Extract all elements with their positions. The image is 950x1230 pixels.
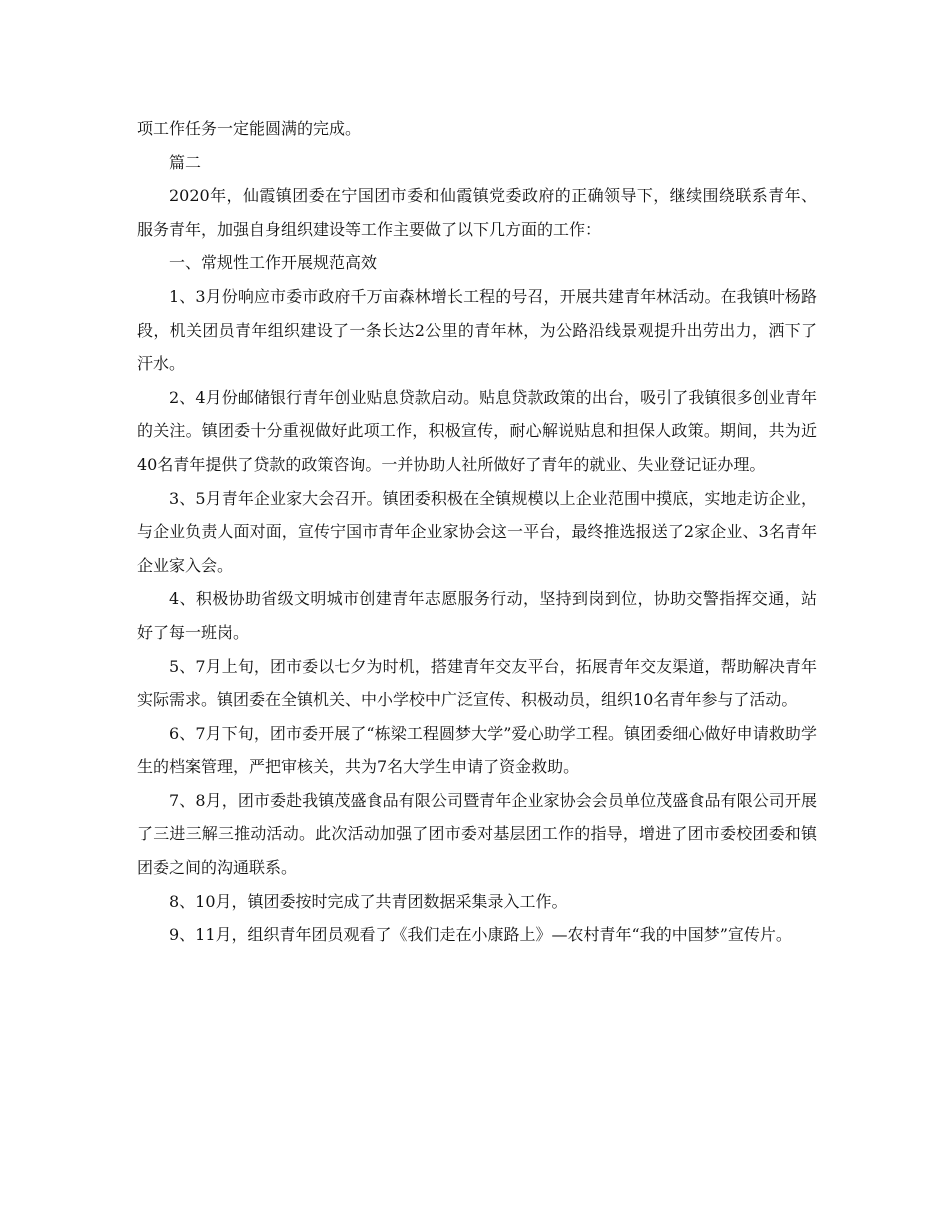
paragraph-item-9: 9、11月，组织青年团员观看了《我们走在小康路上》—农村青年“我的中国梦”宣传片。	[169, 925, 792, 945]
paragraph-item-6: 6、7月下旬，团市委开展了“栋梁工程圆梦大学”爱心助学工程。镇团委细心做好申请救助学生的档案管理，严把审核关，共为7名大学生申请了资金救助。	[137, 723, 817, 777]
paragraph-intro: 2020年，仙霞镇团委在宁国团市委和仙霞镇党委政府的正确领导下，继续围绕联系青年、服务青年，加强自身组织建设等工作主要做了以下几方面的工作：	[137, 186, 817, 239]
paragraph-item-2: 2、4月份邮储银行青年创业贴息贷款启动。贴息贷款政策的出台，吸引了我镇很多创业青年的关注。镇团委十分重视做好此项工作，积极宣传，耐心解说贴息和担保人政策。期间，共为近40名青年提供了贷款的政策咨询。一并协助人社所做好了青年的就业、失业登记证办理。	[137, 387, 817, 474]
paragraph-item-3: 3、5月青年企业家大会召开。镇团委积极在全镇规模以上企业范围中摸底，实地走访企业，与企业负责人面对面，宣传宁国市青年企业家协会这一平台，最终推选报送了2家企业、3名青年企业家入会。	[137, 488, 817, 575]
document-body	[137, 112, 817, 952]
paragraph-item-7: 7、8月，团市委赴我镇茂盛食品有限公司暨青年企业家协会会员单位茂盛食品有限公司开展了三进三解三推动活动。此次活动加强了团市委对基层团工作的指导，增进了团市委校团委和镇团委之间的沟通联系。	[137, 790, 817, 878]
paragraph-continuation: 项工作任务一定能圆满的完成。	[137, 119, 362, 138]
paragraph-item-5: 5、7月上旬，团市委以七夕为时机，搭建青年交友平台，拓展青年交友渠道，帮助解决青年实际需求。镇团委在全镇机关、中小学校中广泛宣传、积极动员，组织10名青年参与了活动。	[137, 656, 817, 710]
paragraph-item-1: 1、3月份响应市委市政府千万亩森林增长工程的号召，开展共建青年林活动。在我镇叶杨路段，机关团员青年组织建设了一条长达2公里的青年林，为公路沿线景观提升出劳出力，洒下了汗水。	[137, 286, 817, 374]
paragraph-item-4: 4、积极协助省级文明城市创建青年志愿服务行动，坚持到岗到位，协助交警指挥交通，站好了每一班岗。	[137, 589, 817, 642]
section-heading-part-two: 篇二	[169, 152, 202, 172]
subsection-heading: 一、常规性工作开展规范高效	[169, 253, 378, 273]
paragraph-item-8: 8、10月，镇团委按时完成了共青团数据采集录入工作。	[169, 891, 568, 911]
